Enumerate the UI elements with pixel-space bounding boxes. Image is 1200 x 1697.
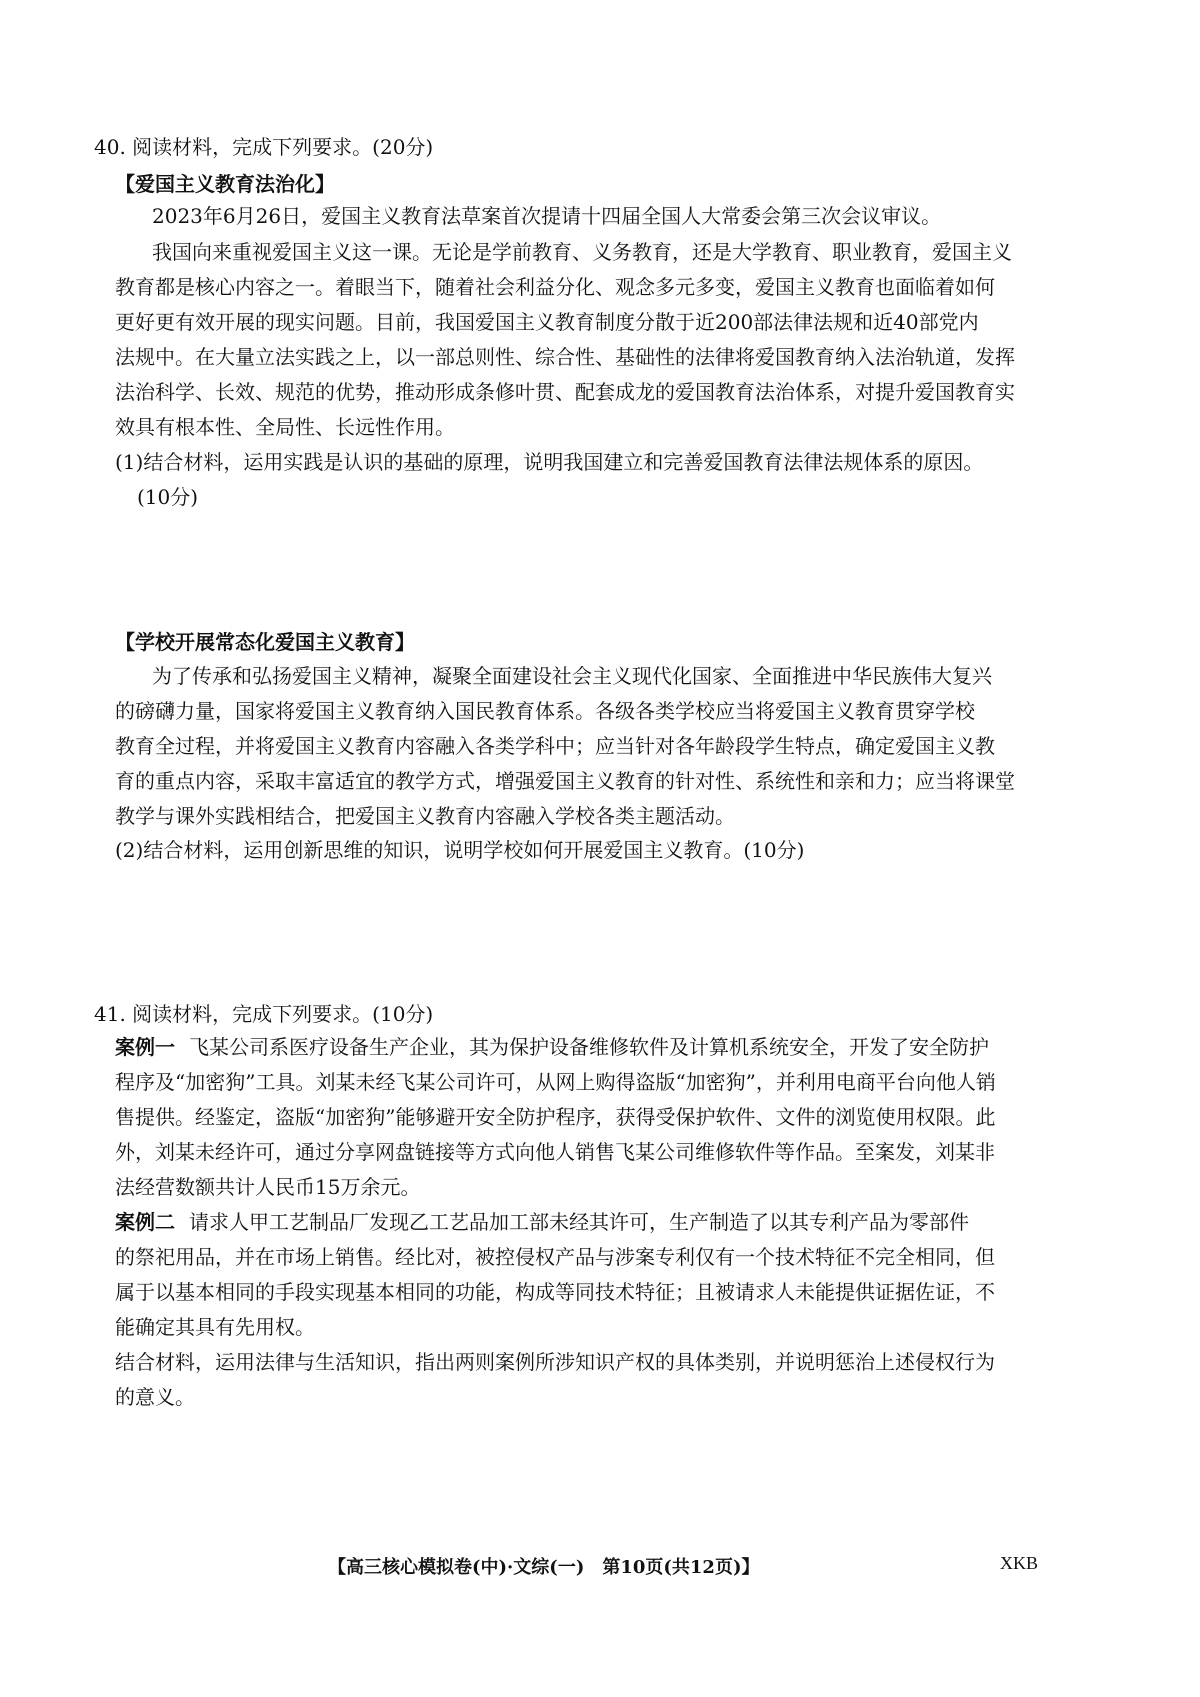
footer-title: 【高三核心模拟卷(中)·文综(一) 第10页(共12页)】 (328, 1557, 760, 1578)
case2-line (115, 1208, 969, 1236)
footer-code: XKB (1000, 1553, 1039, 1573)
q41-question-line: 结合材料，运用法律与生活知识，指出两则案例所涉知识产权的具体类别，并说明惩治上述侵权行为 (115, 1350, 995, 1374)
case2-line: 能确定其具有先用权。 (115, 1315, 315, 1339)
q41-question-line: 的意义。 (115, 1385, 195, 1409)
case1-text: 飞某公司系医疗设备生产企业，其为保护设备维修软件及计算机系统安全，开发了安全防护 (189, 1035, 989, 1059)
q41-heading: 41. 阅读材料，完成下列要求。(10分) (94, 1002, 434, 1026)
case2-line: 的祭祀用品，并在市场上销售。经比对，被控侵权产品与涉案专利仅有一个技术特征不完全相同，但 (115, 1245, 995, 1269)
q40-heading: 40. 阅读材料，完成下列要求。(20分) (94, 135, 434, 159)
case1-line: 售提供。经鉴定，盗版“加密狗”能够避开安全防护程序，获得受保护软件、文件的浏览使用权限。此 (115, 1105, 996, 1129)
section1-paragraph-line: 教育都是核心内容之一。着眼当下，随着社会利益分化、观念多元多变，爱国主义教育也面临着如何 (115, 275, 995, 299)
question-1: (1)结合材料，运用实践是认识的基础的原理，说明我国建立和完善爱国教育法律法规体系的原因。 (115, 450, 984, 474)
case2-line: 属于以基本相同的手段实现基本相同的功能，构成等同技术特征；且被请求人未能提供证据佐证，不 (115, 1280, 995, 1304)
section1-paragraph-line: 法治科学、长效、规范的优势，推动形成条修叶贯、配套成龙的爱国教育法治体系，对提升爱国教育实 (115, 380, 1015, 404)
section2-paragraph-line: 的磅礴力量，国家将爱国主义教育纳入国民教育体系。各级各类学校应当将爱国主义教育贯穿学校 (115, 699, 975, 723)
case1-line: 程序及“加密狗”工具。刘某未经飞某公司许可，从网上购得盗版“加密狗”，并利用电商平台向他人销 (115, 1070, 996, 1094)
question-1-score: (10分) (137, 485, 199, 509)
section2-paragraph-line: 教育全过程，并将爱国主义教育内容融入各类学科中；应当针对各年龄段学生特点，确定爱国主义教 (115, 734, 995, 758)
section1-paragraph-line: 2023年6月26日，爱国主义教育法草案首次提请十四届全国人大常委会第三次会议审议。 (152, 204, 942, 228)
section1-paragraph-line: 效具有根本性、全局性、长远性作用。 (115, 415, 455, 439)
section2-paragraph-line: 教学与课外实践相结合，把爱国主义教育内容融入学校各类主题活动。 (115, 804, 735, 828)
case1-line: 法经营数额共计人民币15万余元。 (115, 1175, 421, 1199)
case1-line (115, 1033, 989, 1061)
case1-line: 外，刘某未经许可，通过分享网盘链接等方式向他人销售飞某公司维修软件等作品。至案发，刘某非 (115, 1140, 995, 1164)
section2-paragraph-line: 为了传承和弘扬爱国主义精神，凝聚全面建设社会主义现代化国家、全面推进中华民族伟大复兴 (152, 664, 992, 688)
section1-title: 【爱国主义教育法治化】 (115, 172, 335, 196)
case1-label: 案例一 (115, 1035, 175, 1059)
case2-label: 案例二 (115, 1210, 175, 1234)
case2-text: 请求人甲工艺制品厂发现乙工艺品加工部未经其许可，生产制造了以其专利产品为零部件 (189, 1210, 969, 1234)
section2-title: 【学校开展常态化爱国主义教育】 (115, 630, 415, 654)
section1-paragraph-line: 我国向来重视爱国主义这一课。无论是学前教育、义务教育，还是大学教育、职业教育，爱国主义 (152, 240, 1012, 264)
question-2: (2)结合材料，运用创新思维的知识，说明学校如何开展爱国主义教育。(10分) (115, 838, 805, 862)
section2-paragraph-line: 育的重点内容，采取丰富适宜的教学方式，增强爱国主义教育的针对性、系统性和亲和力；应当将课堂 (115, 769, 1015, 793)
section1-paragraph-line: 更好更有效开展的现实问题。目前，我国爱国主义教育制度分散于近200部法律法规和近40部党内 (115, 310, 979, 334)
section1-paragraph-line: 法规中。在大量立法实践之上，以一部总则性、综合性、基础性的法律将爱国教育纳入法治轨道，发挥 (115, 345, 1015, 369)
